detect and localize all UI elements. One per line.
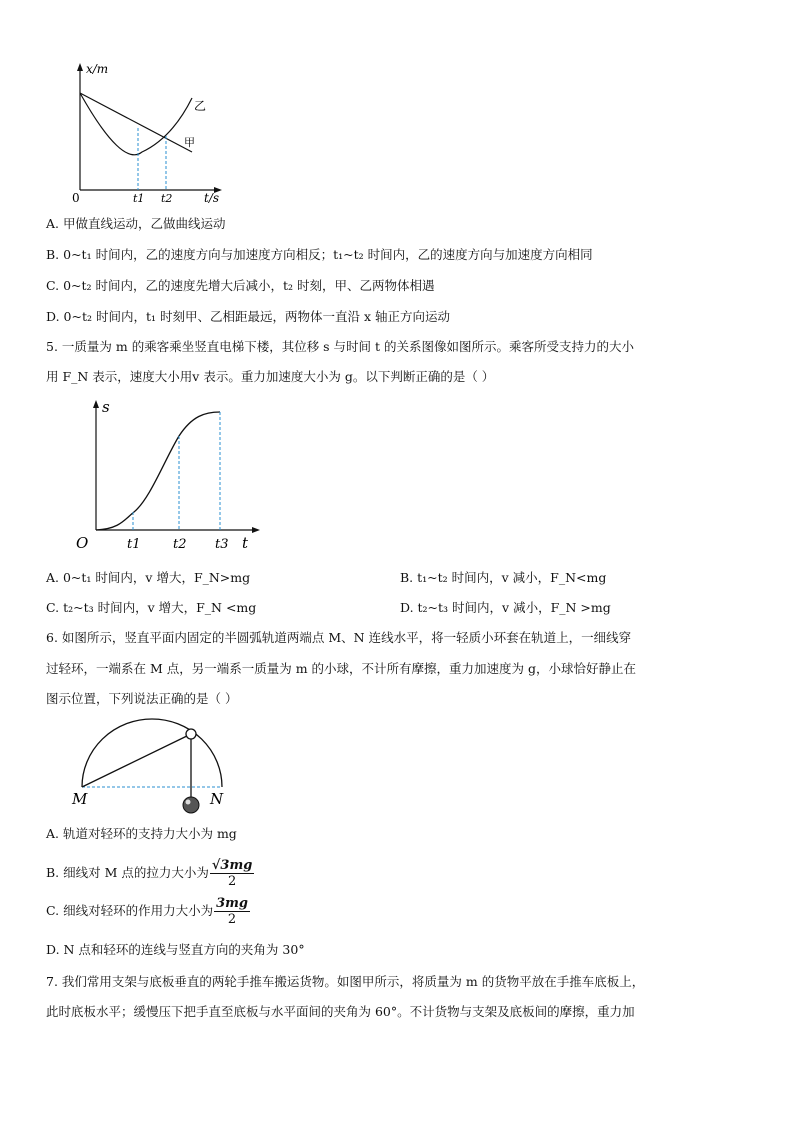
origin-label: 0 xyxy=(72,191,80,205)
q6-option-a: A. 轨道对轻环的支持力大小为 mg xyxy=(46,826,237,841)
q6-stem-line1: 6. 如图所示，竖直平面内固定的半圆弧轨道两端点 M、N 连线水平，将一轻质小环套在轨道上，一细线穿 xyxy=(46,630,632,645)
q6-option-b-denominator: 2 xyxy=(227,874,237,889)
yi-label: 乙 xyxy=(194,99,207,113)
q5-stem-line1: 5. 一质量为 m 的乘客乘坐竖直电梯下楼，其位移 s 与时间 t 的关系图像如图所示。乘客所受支持力的大小 xyxy=(46,339,635,354)
line-jia xyxy=(80,93,192,152)
label-m: M xyxy=(72,790,88,808)
q4-option-c: C. 0~t₂ 时间内，乙的速度先增大后减小，t₂ 时刻，甲、乙两物体相遇 xyxy=(46,278,435,293)
q4-option-a: A. 甲做直线运动，乙做曲线运动 xyxy=(46,216,226,231)
q6-option-c-fraction xyxy=(214,896,250,927)
t1-label: t1 xyxy=(127,537,141,552)
t-axis-label: t xyxy=(242,534,249,552)
q4-option-d: D. 0~t₂ 时间内，t₁ 时刻甲、乙相距最远，两物体一直沿 x 轴正方向运动 xyxy=(46,309,450,324)
q7-stem-line2: 此时底板水平；缓慢压下把手直至底板与水平面间的夹角为 60°。不计货物与支架及底板间的摩擦，重力加 xyxy=(46,1004,635,1019)
q6-option-c-text: C. 细线对轻环的作用力大小为 xyxy=(46,903,214,918)
t2-label: t2 xyxy=(161,192,173,205)
q7-stem-line1: 7. 我们常用支架与底板垂直的两轮手推车搬运货物。如图甲所示，将质量为 m 的货物平放在手推车底板上， xyxy=(46,974,645,989)
q5-option-d: D. t₂~t₃ 时间内，v 减小，F_N >mg xyxy=(400,600,611,615)
xt-graph-figure xyxy=(62,58,232,208)
y-axis-label: x/m xyxy=(86,62,109,76)
st-graph-figure xyxy=(70,394,260,556)
ball xyxy=(183,797,199,813)
q6-option-b-fraction xyxy=(210,858,254,889)
string-to-m xyxy=(82,734,191,787)
t3-label: t3 xyxy=(215,537,229,552)
semicircle-track-figure xyxy=(70,712,240,818)
q6-stem-line3: 图示位置，下列说法正确的是（ ） xyxy=(46,691,238,706)
o-label: O xyxy=(76,534,89,552)
light-ring xyxy=(186,729,196,739)
q6-option-c xyxy=(46,896,250,927)
x-axis-label: t/s xyxy=(204,191,220,205)
q6-stem-line2: 过轻环，一端系在 M 点，另一端系一质量为 m 的小球，不计所有摩擦，重力加速度为 g，小球恰好静止在 xyxy=(46,661,637,676)
label-n: N xyxy=(210,790,224,808)
q5-option-a: A. 0~t₁ 时间内，v 增大，F_N>mg xyxy=(46,570,251,585)
s-axis-label: s xyxy=(102,398,110,416)
q6-option-c-denominator: 2 xyxy=(227,912,237,927)
s-curve xyxy=(96,412,220,530)
q6-option-b-numerator: √3mg xyxy=(211,858,253,873)
t1-label: t1 xyxy=(133,192,145,205)
q5-option-b: B. t₁~t₂ 时间内，v 减小，F_N<mg xyxy=(400,570,607,585)
q6-option-b xyxy=(46,858,254,889)
q5-option-c: C. t₂~t₃ 时间内，v 增大，F_N <mg xyxy=(46,600,257,615)
q5-stem-line2: 用 F_N 表示，速度大小用v 表示。重力加速度大小为 g。以下判断正确的是（ ） xyxy=(46,369,495,384)
t2-label: t2 xyxy=(173,537,187,552)
q6-option-c-numerator: 3mg xyxy=(216,896,248,911)
q6-option-d: D. N 点和轻环的连线与竖直方向的夹角为 30° xyxy=(46,942,305,957)
q4-option-b: B. 0~t₁ 时间内，乙的速度方向与加速度方向相反；t₁~t₂ 时间内，乙的速度方向与加速度方向相同 xyxy=(46,247,593,262)
q6-option-b-text: B. 细线对 M 点的拉力大小为 xyxy=(46,865,209,880)
jia-label: 甲 xyxy=(184,136,195,149)
